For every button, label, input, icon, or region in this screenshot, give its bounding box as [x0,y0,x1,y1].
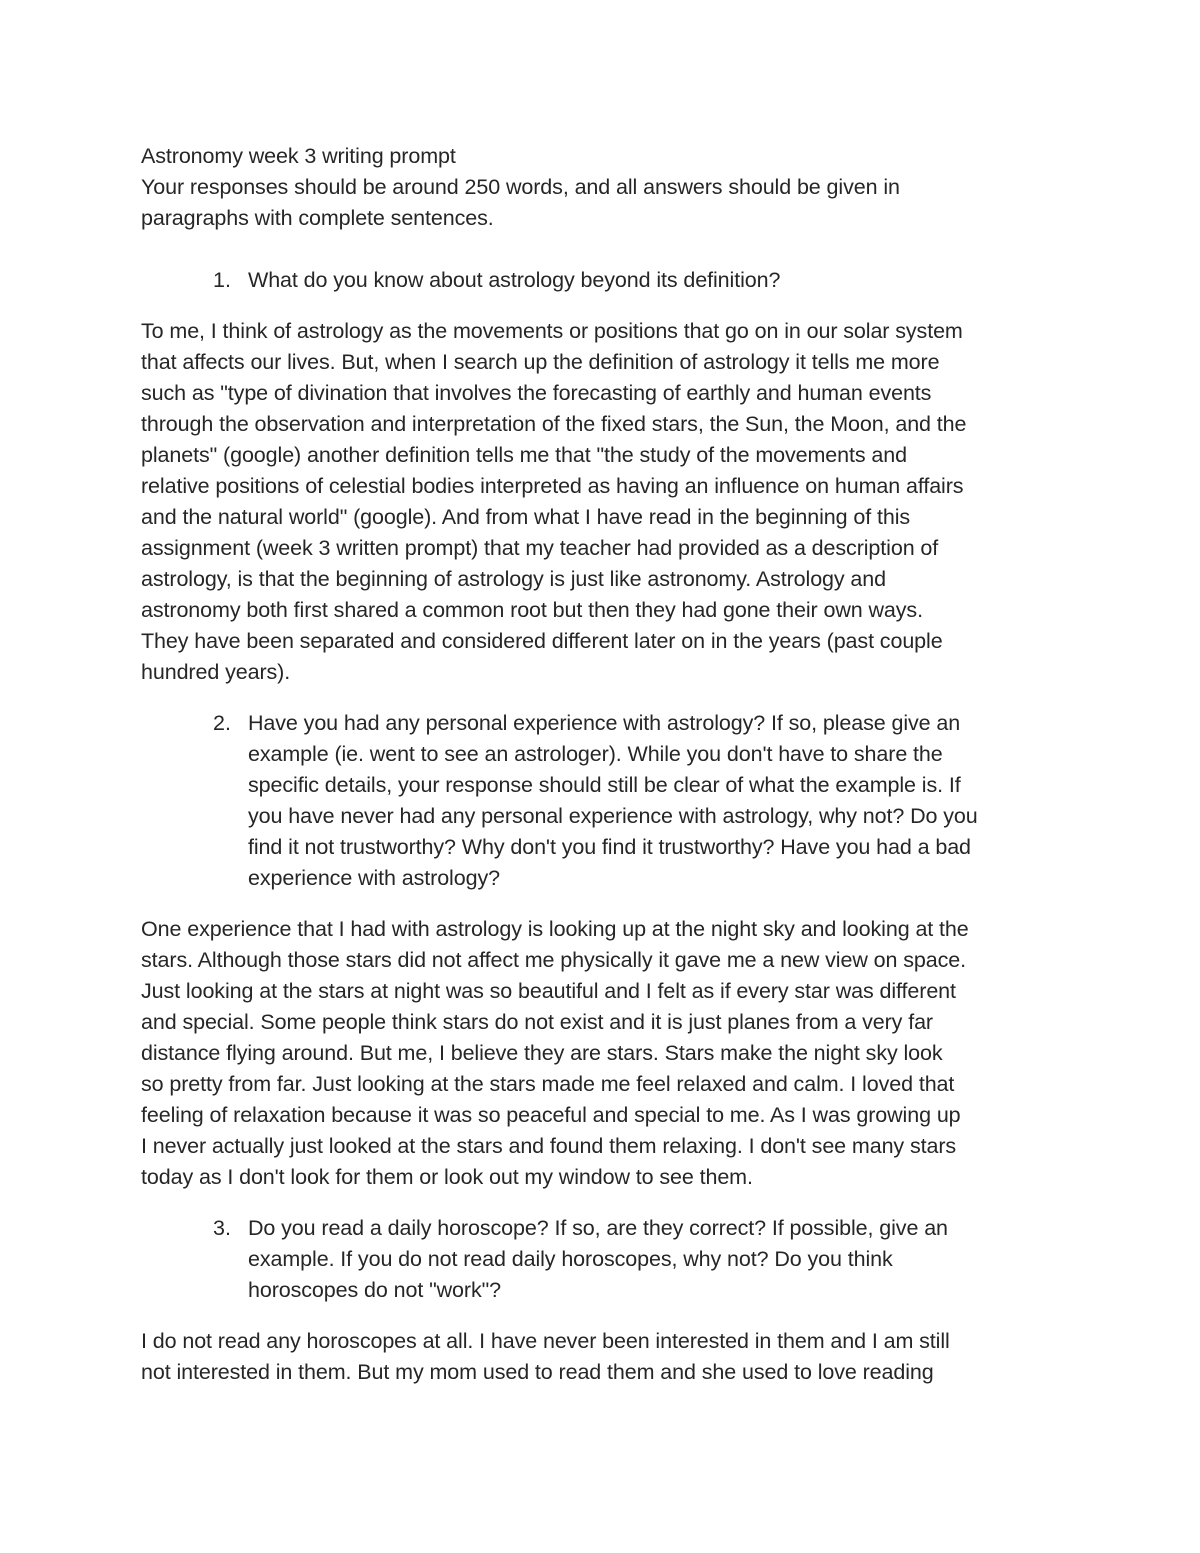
instructions-line: Your responses should be around 250 words, and all answers should be given in [141,175,900,199]
document-title: Astronomy week 3 writing prompt [141,144,456,168]
answer-line: I never actually just looked at the stars and found them relaxing. I don't see many stars [141,1134,957,1158]
question-text: example. If you do not read daily horoscopes, why not? Do you think [248,1247,893,1271]
answer-line: that affects our lives. But, when I search up the definition of astrology it tells me more [141,350,940,374]
question-text: What do you know about astrology beyond its definition? [248,268,781,292]
answer-line: To me, I think of astrology as the movements or positions that go on in our solar system [141,319,963,343]
question-number: 2. [213,711,231,735]
answer-line: today as I don't look for them or look out my window to see them. [141,1165,753,1189]
answer-line: hundred years). [141,660,291,684]
answer-line: Just looking at the stars at night was so beautiful and I felt as if every star was different [141,979,956,1003]
answer-line: assignment (week 3 written prompt) that my teacher had provided as a description of [141,536,939,560]
question-number: 1. [213,268,231,292]
question-text: find it not trustworthy? Why don't you find it trustworthy? Have you had a bad [248,835,971,859]
answer-line: astronomy both first shared a common root but then they had gone their own ways. [141,598,923,622]
answer-line: distance flying around. But me, I believe they are stars. Stars make the night sky look [141,1041,943,1065]
answer-line: feeling of relaxation because it was so peaceful and special to me. As I was growing up [141,1103,961,1127]
answer-line: so pretty from far. Just looking at the stars made me feel relaxed and calm. I loved that [141,1072,955,1096]
answer-line: planets" (google) another definition tells me that "the study of the movements and [141,443,907,467]
question-text: horoscopes do not "work"? [248,1278,501,1302]
question-text: example (ie. went to see an astrologer). While you don't have to share the [248,742,943,766]
answer-line: I do not read any horoscopes at all. I have never been interested in them and I am still [141,1329,950,1353]
question-number: 3. [213,1216,231,1240]
answer-line: relative positions of celestial bodies interpreted as having an influence on human affairs [141,474,964,498]
answer-line: such as "type of divination that involves the forecasting of earthly and human events [141,381,932,405]
answer-line: not interested in them. But my mom used to read them and she used to love reading [141,1360,934,1384]
question-text: experience with astrology? [248,866,500,890]
answer-line: and special. Some people think stars do not exist and it is just planes from a very far [141,1010,933,1034]
answer-line: through the observation and interpretation of the fixed stars, the Sun, the Moon, and the [141,412,967,436]
question-text: specific details, your response should still be clear of what the example is. If [248,773,961,797]
instructions-line: paragraphs with complete sentences. [141,206,494,230]
answer-line: stars. Although those stars did not affect me physically it gave me a new view on space. [141,948,966,972]
answer-line: One experience that I had with astrology is looking up at the night sky and looking at the [141,917,969,941]
question-text: you have never had any personal experience with astrology, why not? Do you [248,804,978,828]
answer-line: They have been separated and considered different later on in the years (past couple [141,629,943,653]
answer-line: astrology, is that the beginning of astrology is just like astronomy. Astrology and [141,567,886,591]
answer-line: and the natural world" (google). And from what I have read in the beginning of this [141,505,911,529]
question-text: Have you had any personal experience with astrology? If so, please give an [248,711,961,735]
question-text: Do you read a daily horoscope? If so, are they correct? If possible, give an [248,1216,948,1240]
